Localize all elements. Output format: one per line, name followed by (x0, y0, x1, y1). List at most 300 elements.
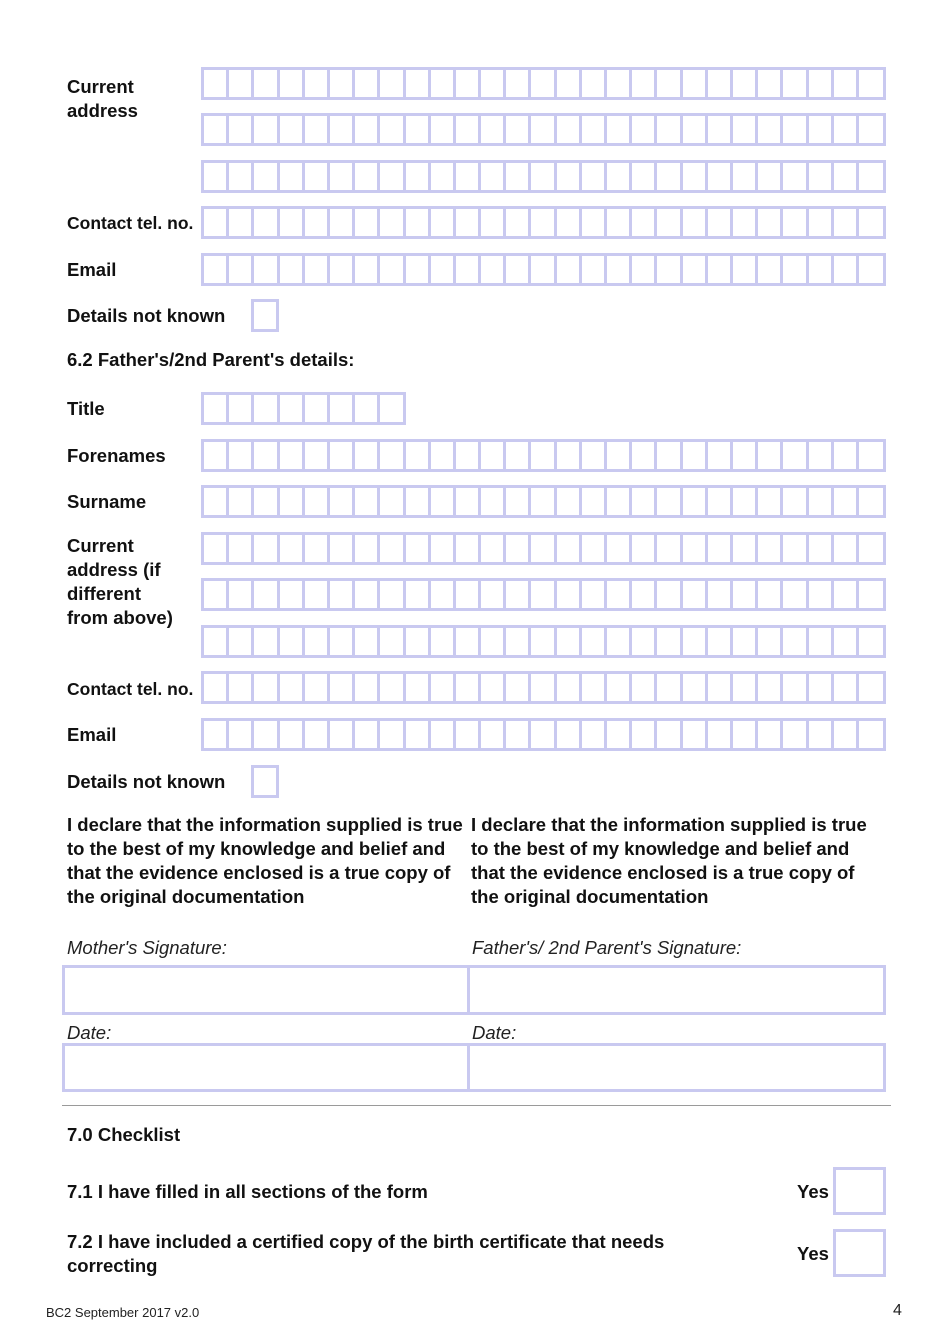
comb-cell (254, 628, 279, 655)
comb-cell (809, 116, 834, 143)
father-address-line-2-input[interactable] (201, 578, 886, 611)
comb-cell (632, 581, 657, 608)
comb-cell (859, 163, 884, 190)
comb-cell (355, 721, 380, 748)
comb-cell (380, 163, 405, 190)
comb-cell (531, 116, 556, 143)
comb-cell (733, 581, 758, 608)
comb-cell (355, 256, 380, 283)
comb-cell (431, 442, 456, 469)
comb-cell (330, 535, 355, 562)
comb-cell (506, 628, 531, 655)
comb-cell (431, 721, 456, 748)
comb-cell (582, 581, 607, 608)
mother-address-line-1-input[interactable] (201, 67, 886, 100)
checklist-item-1-yes-checkbox[interactable] (833, 1167, 886, 1215)
comb-cell (582, 535, 607, 562)
comb-cell (783, 442, 808, 469)
comb-cell (733, 721, 758, 748)
comb-cell (406, 535, 431, 562)
comb-cell (229, 674, 254, 701)
comb-cell (254, 395, 279, 422)
comb-cell (305, 535, 330, 562)
comb-cell (406, 116, 431, 143)
father-title-input[interactable] (201, 392, 406, 425)
comb-cell (758, 628, 783, 655)
comb-cell (305, 581, 330, 608)
comb-cell (406, 163, 431, 190)
comb-cell (632, 442, 657, 469)
comb-cell (506, 209, 531, 236)
father-contact-label: Contact tel. no. (67, 679, 194, 699)
comb-cell (607, 488, 632, 515)
comb-cell (204, 581, 229, 608)
comb-cell (506, 488, 531, 515)
comb-cell (783, 581, 808, 608)
comb-cell (380, 116, 405, 143)
comb-cell (531, 442, 556, 469)
father-declaration-text: I declare that the information supplied is true to the best of my knowledge and belief and that the evidence enclosed is a true copy of the original documentation (471, 814, 867, 907)
comb-cell (758, 442, 783, 469)
mother-address-line-3-input[interactable] (201, 160, 886, 193)
comb-cell (733, 674, 758, 701)
comb-cell (657, 721, 682, 748)
comb-cell (229, 442, 254, 469)
comb-cell (254, 488, 279, 515)
comb-cell (657, 442, 682, 469)
father-signature-field[interactable] (467, 965, 886, 1015)
comb-cell (330, 70, 355, 97)
comb-cell (708, 535, 733, 562)
checklist-item-2-yes-label: Yes (797, 1243, 829, 1264)
comb-cell (607, 256, 632, 283)
comb-cell (582, 70, 607, 97)
comb-cell (582, 674, 607, 701)
comb-cell (406, 442, 431, 469)
comb-cell (254, 721, 279, 748)
comb-cell (229, 581, 254, 608)
comb-cell (632, 674, 657, 701)
comb-cell (683, 581, 708, 608)
comb-cell (406, 721, 431, 748)
comb-cell (733, 488, 758, 515)
comb-cell (481, 674, 506, 701)
comb-cell (632, 116, 657, 143)
comb-cell (834, 209, 859, 236)
comb-cell (531, 674, 556, 701)
comb-cell (380, 442, 405, 469)
comb-cell (456, 535, 481, 562)
comb-cell (733, 163, 758, 190)
comb-cell (506, 581, 531, 608)
comb-cell (607, 163, 632, 190)
comb-cell (708, 209, 733, 236)
comb-cell (708, 581, 733, 608)
comb-cell (229, 163, 254, 190)
checklist-item-1-yes-label: Yes (797, 1181, 829, 1202)
comb-cell (657, 256, 682, 283)
comb-cell (406, 209, 431, 236)
comb-cell (683, 535, 708, 562)
comb-cell (506, 163, 531, 190)
comb-cell (481, 628, 506, 655)
mother-contact-label: Contact tel. no. (67, 213, 194, 233)
comb-cell (254, 442, 279, 469)
comb-cell (380, 395, 405, 422)
comb-cell (657, 163, 682, 190)
mother-signature-field[interactable] (62, 965, 470, 1015)
comb-cell (254, 581, 279, 608)
checklist-item-1-text: 7.1 I have filled in all sections of the form (67, 1181, 428, 1202)
comb-cell (733, 116, 758, 143)
comb-cell (280, 209, 305, 236)
comb-cell (355, 442, 380, 469)
comb-cell (657, 116, 682, 143)
mother-email-label: Email (67, 259, 117, 280)
comb-cell (683, 209, 708, 236)
comb-cell (229, 628, 254, 655)
comb-cell (506, 674, 531, 701)
mother-date-field[interactable] (62, 1043, 470, 1092)
comb-cell (481, 116, 506, 143)
comb-cell (280, 116, 305, 143)
comb-cell (330, 674, 355, 701)
comb-cell (305, 209, 330, 236)
comb-cell (582, 163, 607, 190)
comb-cell (657, 488, 682, 515)
comb-cell (380, 70, 405, 97)
comb-cell (330, 442, 355, 469)
comb-cell (582, 628, 607, 655)
comb-cell (431, 70, 456, 97)
comb-cell (280, 163, 305, 190)
father-date-field[interactable] (467, 1043, 886, 1092)
comb-cell (506, 535, 531, 562)
comb-cell (355, 628, 380, 655)
comb-cell (204, 721, 229, 748)
comb-cell (859, 721, 884, 748)
comb-cell (204, 535, 229, 562)
comb-cell (632, 721, 657, 748)
comb-cell (406, 674, 431, 701)
comb-cell (783, 674, 808, 701)
comb-cell (683, 628, 708, 655)
comb-cell (254, 70, 279, 97)
comb-cell (607, 70, 632, 97)
father-surname-label: Surname (67, 491, 147, 512)
comb-cell (632, 209, 657, 236)
mother-email-input[interactable] (201, 253, 886, 286)
father-email-label: Email (67, 724, 117, 745)
comb-cell (355, 70, 380, 97)
comb-cell (683, 488, 708, 515)
comb-cell (859, 256, 884, 283)
comb-cell (456, 256, 481, 283)
comb-cell (758, 535, 783, 562)
comb-cell (456, 488, 481, 515)
comb-cell (733, 535, 758, 562)
comb-cell (229, 535, 254, 562)
comb-cell (456, 581, 481, 608)
comb-cell (582, 256, 607, 283)
father-not-known-label: Details not known (67, 771, 226, 792)
comb-cell (330, 721, 355, 748)
comb-cell (683, 442, 708, 469)
comb-cell (834, 721, 859, 748)
comb-cell (758, 488, 783, 515)
comb-cell (355, 395, 380, 422)
comb-cell (582, 209, 607, 236)
comb-cell (380, 488, 405, 515)
comb-cell (783, 209, 808, 236)
comb-cell (607, 535, 632, 562)
father-address-line-3-input[interactable] (201, 625, 886, 658)
comb-cell (783, 256, 808, 283)
comb-cell (708, 721, 733, 748)
comb-cell (683, 70, 708, 97)
comb-cell (607, 628, 632, 655)
comb-cell (229, 256, 254, 283)
comb-cell (280, 721, 305, 748)
comb-cell (834, 116, 859, 143)
comb-cell (809, 581, 834, 608)
comb-cell (582, 116, 607, 143)
comb-cell (607, 721, 632, 748)
father-surname-input[interactable] (201, 485, 886, 518)
comb-cell (783, 535, 808, 562)
comb-cell (355, 116, 380, 143)
comb-cell (431, 116, 456, 143)
comb-cell (607, 442, 632, 469)
comb-cell (783, 163, 808, 190)
form-reference: BC2 September 2017 v2.0 (46, 1305, 200, 1320)
comb-cell (733, 628, 758, 655)
checklist-item-2-yes-checkbox[interactable] (833, 1229, 886, 1277)
comb-cell (254, 209, 279, 236)
comb-cell (809, 628, 834, 655)
comb-cell (557, 721, 582, 748)
comb-cell (733, 209, 758, 236)
comb-cell (280, 674, 305, 701)
comb-cell (834, 628, 859, 655)
comb-cell (355, 674, 380, 701)
comb-cell (859, 535, 884, 562)
comb-cell (355, 209, 380, 236)
comb-cell (531, 70, 556, 97)
comb-cell (431, 488, 456, 515)
comb-cell (582, 442, 607, 469)
comb-cell (506, 256, 531, 283)
comb-cell (355, 163, 380, 190)
comb-cell (708, 256, 733, 283)
comb-cell (305, 488, 330, 515)
father-not-known-checkbox[interactable] (251, 765, 279, 798)
father-section-heading: 6.2 Father's/2nd Parent's details: (67, 349, 355, 370)
comb-cell (809, 721, 834, 748)
comb-cell (657, 70, 682, 97)
comb-cell (834, 442, 859, 469)
comb-cell (456, 442, 481, 469)
comb-cell (809, 674, 834, 701)
comb-cell (229, 209, 254, 236)
checklist-heading: 7.0 Checklist (67, 1124, 181, 1145)
checklist-item-2-text: 7.2 I have included a certified copy of the birth certificate that needs correcting (67, 1231, 665, 1276)
father-title-label: Title (67, 398, 105, 419)
comb-cell (481, 209, 506, 236)
comb-cell (481, 721, 506, 748)
comb-cell (280, 256, 305, 283)
comb-cell (254, 535, 279, 562)
comb-cell (305, 721, 330, 748)
comb-cell (607, 116, 632, 143)
comb-cell (330, 628, 355, 655)
comb-cell (229, 116, 254, 143)
comb-cell (406, 70, 431, 97)
comb-cell (834, 488, 859, 515)
comb-cell (506, 721, 531, 748)
comb-cell (481, 488, 506, 515)
mother-date-label: Date: (67, 1022, 112, 1043)
mother-not-known-checkbox[interactable] (251, 299, 279, 332)
comb-cell (859, 674, 884, 701)
father-email-input[interactable] (201, 718, 886, 751)
comb-cell (531, 209, 556, 236)
comb-cell (254, 256, 279, 283)
comb-cell (506, 70, 531, 97)
comb-cell (406, 256, 431, 283)
comb-cell (204, 674, 229, 701)
comb-cell (456, 721, 481, 748)
comb-cell (431, 581, 456, 608)
father-address-line-1-input[interactable] (201, 532, 886, 565)
mother-contact-input[interactable] (201, 206, 886, 239)
comb-cell (456, 628, 481, 655)
comb-cell (330, 581, 355, 608)
comb-cell (330, 209, 355, 236)
comb-cell (607, 674, 632, 701)
comb-cell (531, 581, 556, 608)
comb-cell (758, 209, 783, 236)
comb-cell (330, 163, 355, 190)
comb-cell (607, 209, 632, 236)
comb-cell (557, 674, 582, 701)
comb-cell (859, 209, 884, 236)
comb-cell (708, 628, 733, 655)
comb-cell (280, 628, 305, 655)
comb-cell (657, 535, 682, 562)
comb-cell (557, 163, 582, 190)
comb-cell (733, 442, 758, 469)
comb-cell (582, 488, 607, 515)
comb-cell (683, 256, 708, 283)
father-contact-input[interactable] (201, 671, 886, 704)
comb-cell (531, 256, 556, 283)
mother-declaration-text: I declare that the information supplied is true to the best of my knowledge and belief and that the evidence enclosed is a true copy of the original documentation (67, 814, 463, 907)
comb-cell (481, 442, 506, 469)
comb-cell (305, 395, 330, 422)
comb-cell (229, 488, 254, 515)
comb-cell (683, 674, 708, 701)
father-forenames-input[interactable] (201, 439, 886, 472)
comb-cell (834, 535, 859, 562)
comb-cell (229, 70, 254, 97)
comb-cell (431, 628, 456, 655)
comb-cell (557, 442, 582, 469)
comb-cell (758, 581, 783, 608)
comb-cell (683, 721, 708, 748)
comb-cell (305, 256, 330, 283)
comb-cell (355, 488, 380, 515)
comb-cell (406, 488, 431, 515)
comb-cell (305, 70, 330, 97)
comb-cell (330, 395, 355, 422)
father-date-label: Date: (472, 1022, 517, 1043)
comb-cell (531, 628, 556, 655)
father-signature-label: Father's/ 2nd Parent's Signature: (472, 937, 742, 958)
comb-cell (431, 209, 456, 236)
comb-cell (456, 209, 481, 236)
comb-cell (859, 70, 884, 97)
comb-cell (657, 581, 682, 608)
comb-cell (330, 488, 355, 515)
comb-cell (305, 674, 330, 701)
comb-cell (254, 116, 279, 143)
comb-cell (809, 256, 834, 283)
comb-cell (456, 674, 481, 701)
comb-cell (557, 488, 582, 515)
comb-cell (582, 721, 607, 748)
comb-cell (783, 70, 808, 97)
comb-cell (330, 256, 355, 283)
comb-cell (204, 442, 229, 469)
comb-cell (481, 581, 506, 608)
comb-cell (859, 581, 884, 608)
comb-cell (204, 209, 229, 236)
comb-cell (204, 488, 229, 515)
comb-cell (809, 163, 834, 190)
comb-cell (809, 442, 834, 469)
comb-cell (506, 116, 531, 143)
comb-cell (380, 581, 405, 608)
comb-cell (809, 209, 834, 236)
comb-cell (431, 256, 456, 283)
comb-cell (204, 628, 229, 655)
comb-cell (280, 442, 305, 469)
comb-cell (481, 163, 506, 190)
comb-cell (229, 395, 254, 422)
father-forenames-label: Forenames (67, 445, 166, 466)
comb-cell (380, 674, 405, 701)
comb-cell (557, 628, 582, 655)
comb-cell (557, 116, 582, 143)
comb-cell (809, 70, 834, 97)
comb-cell (456, 163, 481, 190)
comb-cell (783, 488, 808, 515)
comb-cell (280, 70, 305, 97)
comb-cell (481, 70, 506, 97)
comb-cell (557, 581, 582, 608)
mother-address-line-2-input[interactable] (201, 113, 886, 146)
comb-cell (708, 674, 733, 701)
comb-cell (280, 488, 305, 515)
comb-cell (834, 70, 859, 97)
comb-cell (431, 535, 456, 562)
comb-cell (657, 674, 682, 701)
comb-cell (355, 581, 380, 608)
comb-cell (657, 628, 682, 655)
comb-cell (456, 116, 481, 143)
comb-cell (708, 488, 733, 515)
